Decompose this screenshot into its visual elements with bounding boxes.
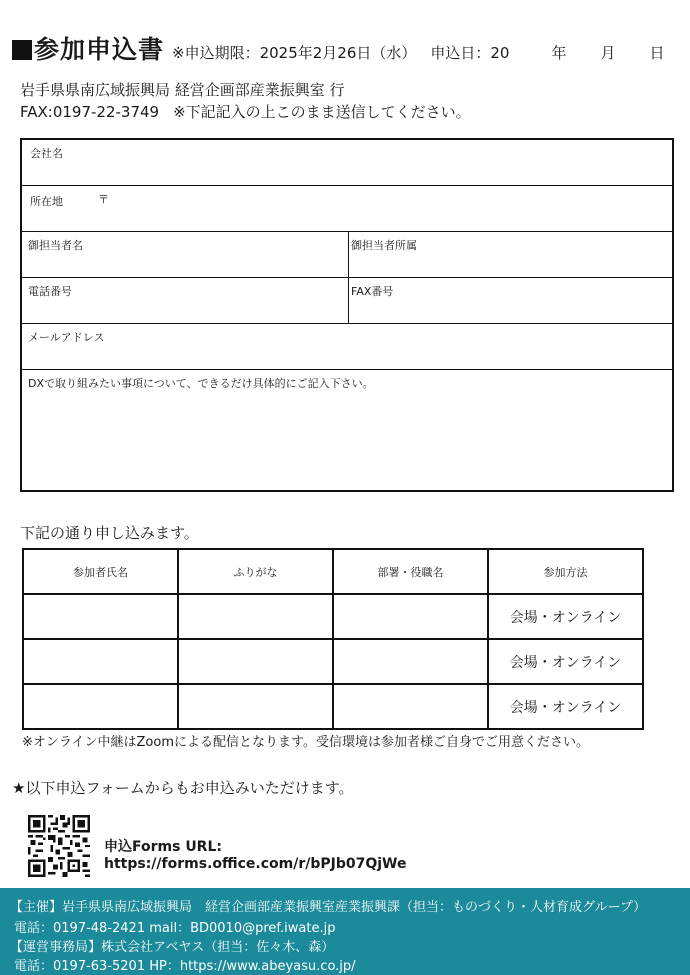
dx-topics-field[interactable] [22,370,672,492]
participant-dept-cell[interactable] [333,639,488,684]
address-field[interactable] [22,186,672,232]
phone-label: 電話番号 [28,285,72,298]
column-header: ふりがな [178,549,333,594]
fax-label: FAX番号 [351,285,394,298]
organizer-contact: 電話：0197-48-2421 mail：BD0010@pref.iwate.jp [14,921,336,936]
participation-method-cell[interactable]: 会場・オンライン [488,639,643,684]
email-field[interactable] [22,324,672,370]
contact-name-field[interactable] [22,232,348,277]
table-row [23,684,643,729]
company-label: 会社名 [30,147,63,160]
online-note: ※オンライン中継はZoomによる配信となります。受信環境は参加者様ご自身でご用意ください。 [22,735,589,750]
table-header-row [23,549,643,594]
table-row [23,639,643,684]
apply-month-unit[interactable]: 月 [600,44,616,62]
deadline-text: ※申込期限：2025年2月26日（水） [172,44,417,62]
secretariat-line: 【運営事務局】株式会社アベヤス（担当：佐々木、森） [10,940,335,955]
participant-furigana-cell[interactable] [178,594,333,639]
phone-row [22,278,672,324]
participants-heading: 下記の通り申し込みます。 [20,524,199,542]
participant-furigana-cell[interactable] [178,684,333,729]
organizer-line: 【主催】岩手県県南広域振興局 経営企画部産業振興室産業振興課（担当：ものづくり・人材育成グループ） [10,900,647,915]
company-form [20,138,674,492]
apply-day-unit[interactable]: 日 [649,44,665,62]
fax-note: ※下記記入の上このまま送信してください。 [173,103,471,121]
apply-date-label: 申込日：20 [430,44,510,62]
participants-table [22,548,644,730]
apply-year-unit[interactable]: 年 [551,44,567,62]
header [12,30,690,64]
forms-url-link[interactable]: https://forms.office.com/r/bPJb07QjWe [104,856,407,872]
participant-name-cell[interactable] [23,594,178,639]
postal-mark: 〒 [98,193,109,206]
forms-url-label: 申込Forms URL: [104,839,222,855]
column-header: 参加方法 [488,549,643,594]
qr-code-icon[interactable] [28,815,90,877]
participant-name-cell[interactable] [23,684,178,729]
contact-name-label: 御担当者名 [28,239,83,252]
address-label: 所在地 [30,195,63,208]
column-header: 部署・役職名 [333,549,488,594]
title-square-icon [12,40,32,60]
participant-furigana-cell[interactable] [178,639,333,684]
column-header: 参加者氏名 [23,549,178,594]
table-row [23,594,643,639]
fax-line [20,101,471,122]
contact-row [22,232,672,278]
participant-dept-cell[interactable] [333,684,488,729]
fax-field[interactable] [348,278,674,323]
contact-dept-field[interactable] [348,232,674,277]
company-field[interactable] [22,140,672,186]
footer-band [0,888,690,975]
secretariat-contact: 電話：0197-63-5201 HP：https://www.abeyasu.co.jp/ [14,959,356,974]
online-form-note: ★以下申込フォームからもお申込みいただけます。 [12,779,354,797]
email-label: メールアドレス [28,331,105,344]
recipient: 岩手県県南広域振興局 経営企画部産業振興室 行 [20,81,345,99]
dx-topics-label: DXで取り組みたい事項について、できるだけ具体的にご記入下さい。 [28,377,374,390]
participation-method-cell[interactable]: 会場・オンライン [488,684,643,729]
fax-number: FAX:0197-22-3749 [20,103,160,121]
contact-dept-label: 御担当者所属 [351,239,417,252]
page-title: 参加申込書 [34,35,165,64]
participation-method-cell[interactable]: 会場・オンライン [488,594,643,639]
participant-name-cell[interactable] [23,639,178,684]
phone-field[interactable] [22,278,348,323]
participant-dept-cell[interactable] [333,594,488,639]
